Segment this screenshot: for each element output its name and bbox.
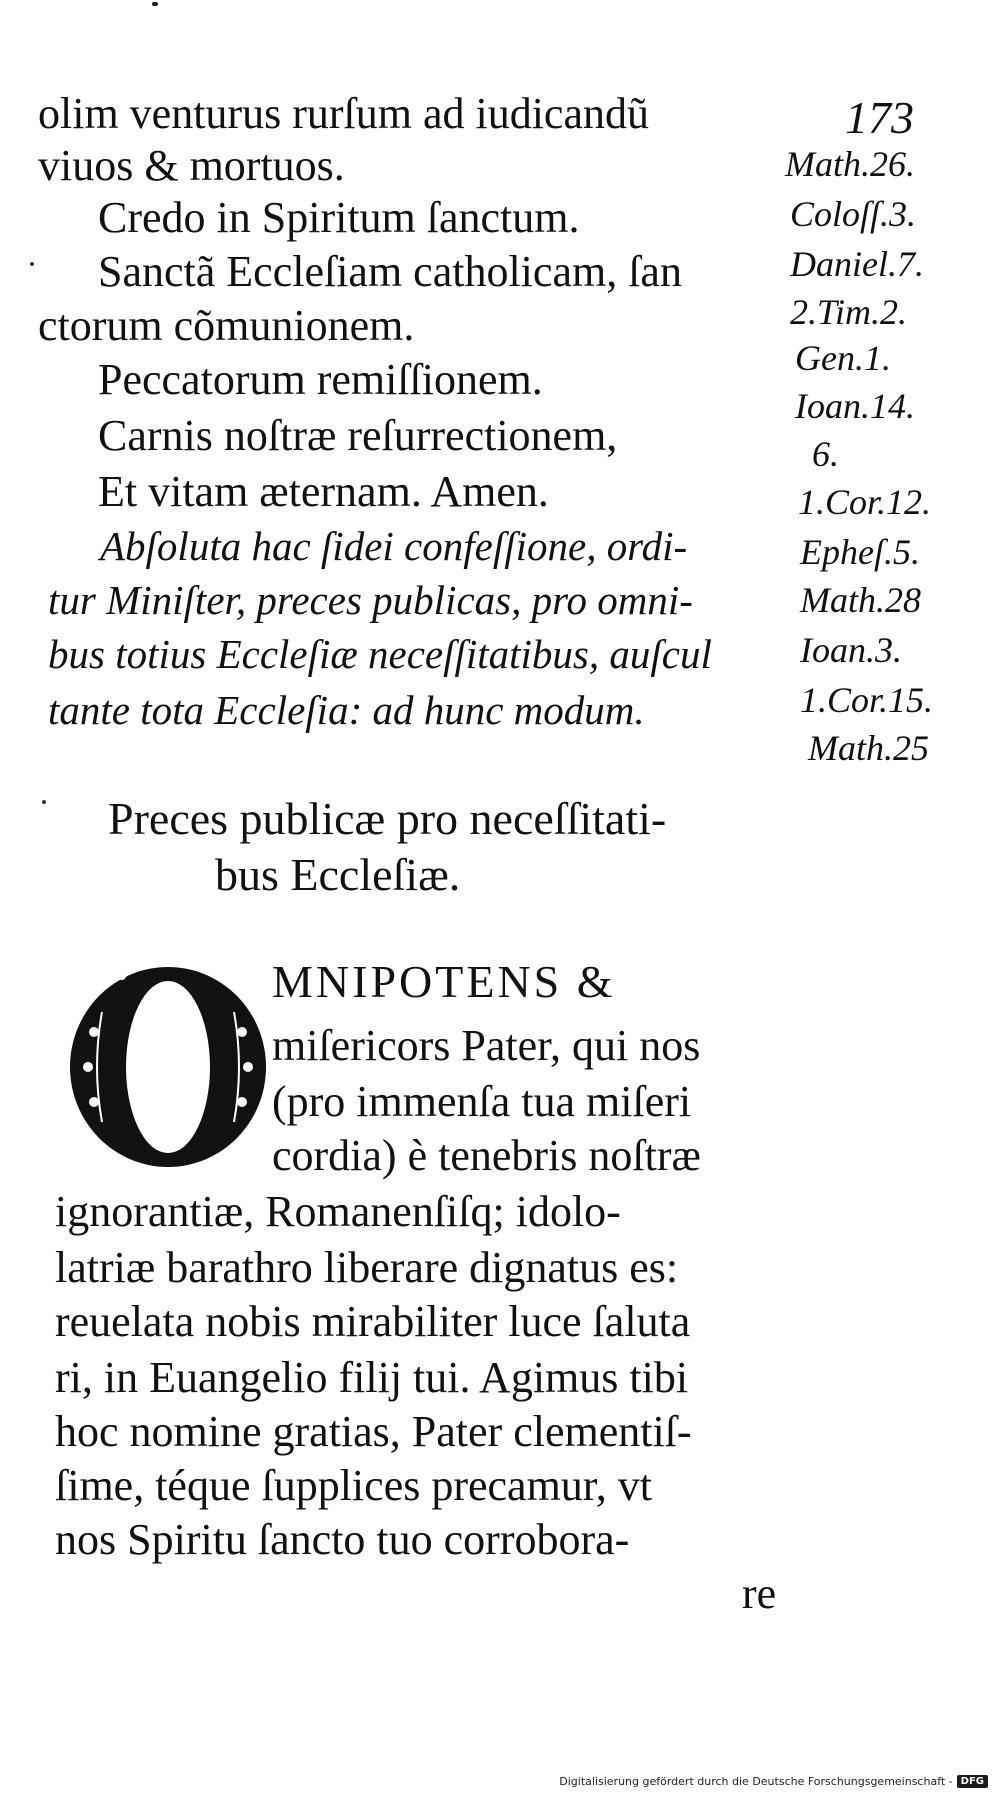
prayer-line: hoc nomine gratias, Pater clementiſ- bbox=[55, 1407, 692, 1456]
margin-reference: 1.Cor.12. bbox=[798, 482, 932, 522]
prayer-line: ignorantiæ, Romanenſiſq; idolo- bbox=[55, 1187, 621, 1236]
ink-mark bbox=[152, 2, 158, 6]
margin-reference: 2.Tim.2. bbox=[790, 292, 908, 332]
margin-reference: Math.25 bbox=[808, 728, 929, 768]
prayer-line: MNIPOTENS & bbox=[272, 956, 616, 1007]
margin-reference: Epheſ.5. bbox=[800, 532, 920, 572]
page-number: 173 bbox=[845, 92, 914, 143]
prayer-line: nos Spiritu ſancto tuo corrobora- bbox=[55, 1515, 630, 1564]
prayer-line: ſime, téque ſupplices precamur, vt bbox=[55, 1461, 652, 1510]
catchword: re bbox=[742, 1569, 777, 1618]
ink-mark bbox=[30, 262, 34, 266]
section-heading: Preces publicæ pro neceſſitati- bbox=[108, 793, 667, 844]
margin-reference: Coloſſ.3. bbox=[790, 194, 917, 234]
rubric-line: tur Miniſter, preces publicas, pro omni- bbox=[48, 577, 693, 623]
margin-reference: Ioan.14. bbox=[795, 386, 915, 426]
text-line: Peccatorum remiſſionem. bbox=[98, 355, 543, 404]
text-line: Sanctã Eccleſiam catholicam, ſan bbox=[98, 247, 682, 296]
margin-reference: Math.28 bbox=[800, 580, 921, 620]
decorated-initial-graphic bbox=[62, 962, 274, 1172]
decorated-initial-letter bbox=[62, 962, 63, 963]
prayer-line: cordia) è tenebris noſtræ bbox=[272, 1131, 701, 1180]
text-line: viuos & mortuos. bbox=[38, 141, 345, 190]
margin-reference: Daniel.7. bbox=[790, 244, 924, 284]
decorated-initial-o bbox=[62, 962, 274, 1172]
margin-reference: 6. bbox=[812, 434, 839, 474]
text-line: ctorum cõmunionem. bbox=[38, 301, 415, 350]
rubric-line: tante tota Eccleſia: ad hunc modum. bbox=[48, 687, 645, 733]
prayer-line: ri, in Euangelio filij tui. Agimus tibi bbox=[55, 1353, 689, 1402]
prayer-line: latriæ barathro liberare dignatus es: bbox=[55, 1243, 679, 1292]
ink-mark bbox=[42, 800, 46, 804]
text-line: olim venturus rurſum ad iudicandũ bbox=[38, 89, 649, 138]
prayer-line: reuelata nobis mirabiliter luce ſaluta bbox=[55, 1297, 691, 1346]
margin-reference: Gen.1. bbox=[795, 338, 891, 378]
digitization-credit bbox=[559, 1775, 988, 1788]
text-line: Carnis noſtræ reſurrectionem, bbox=[98, 411, 618, 460]
margin-reference: 1.Cor.15. bbox=[800, 680, 934, 720]
dfg-logo: DFG bbox=[957, 1775, 988, 1788]
credit-text: Digitalisierung gefördert durch die Deutsche Forschungsgemeinschaft - bbox=[559, 1775, 953, 1788]
text-line: Et vitam æternam. Amen. bbox=[98, 467, 549, 516]
rubric-line: Abſoluta hac ſidei confeſſione, ordi- bbox=[100, 523, 688, 569]
margin-reference: Math.26. bbox=[785, 144, 915, 184]
section-heading: bus Eccleſiæ. bbox=[215, 849, 461, 900]
prayer-line: miſericors Pater, qui nos bbox=[272, 1021, 701, 1070]
margin-reference: Ioan.3. bbox=[800, 630, 902, 670]
text-line: Credo in Spiritum ſanctum. bbox=[98, 193, 580, 242]
rubric-line: bus totius Eccleſiæ neceſſitatibus, auſcul bbox=[48, 631, 712, 677]
prayer-line: (pro immenſa tua miſeri bbox=[272, 1077, 692, 1126]
